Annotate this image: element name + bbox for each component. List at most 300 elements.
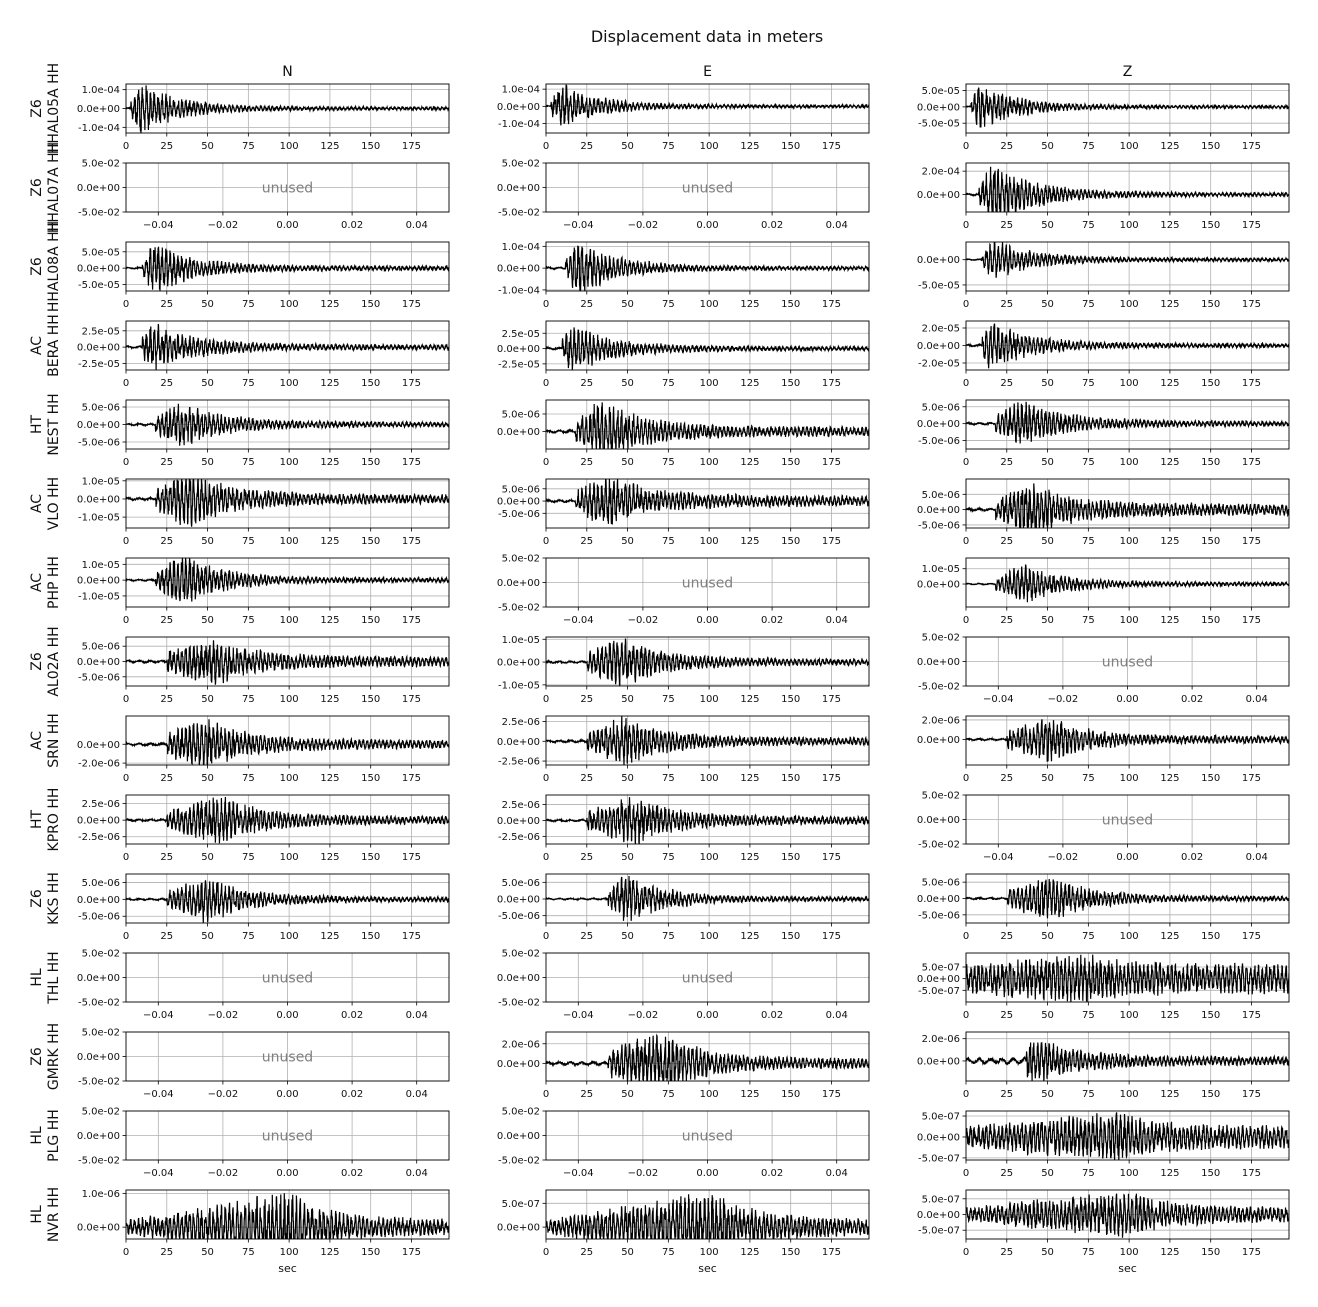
tick-label-x: −0.02 bbox=[627, 1010, 659, 1021]
tick-label-x: 125 bbox=[740, 773, 760, 784]
tick-label-x: 125 bbox=[320, 378, 340, 389]
tick-label-x: 175 bbox=[821, 457, 842, 468]
tick-label-x: 175 bbox=[821, 694, 842, 705]
row-label-station: PLG HH bbox=[46, 1109, 62, 1162]
tick-label-y: 0.0e+00 bbox=[76, 263, 120, 275]
row-label-network: AC bbox=[29, 730, 45, 751]
tick-label-x: 25 bbox=[160, 536, 174, 547]
tick-label-x: 125 bbox=[740, 536, 760, 547]
tick-label-y: 0.0e+00 bbox=[916, 657, 960, 668]
tick-label-y: 5.0e-02 bbox=[501, 158, 540, 170]
tick-label-y: -5.0e-06 bbox=[78, 672, 120, 684]
tick-label-y: 0.0e+00 bbox=[496, 344, 540, 356]
tick-label-x: 150 bbox=[361, 852, 381, 863]
tick-label-x: 75 bbox=[241, 1247, 255, 1258]
figure-title: Displacement data in meters bbox=[590, 27, 824, 46]
tick-label-x: 0.02 bbox=[340, 1168, 364, 1179]
tick-label-x: 25 bbox=[580, 141, 594, 152]
tick-label-x: 0 bbox=[122, 694, 130, 705]
tick-label-x: 175 bbox=[821, 141, 842, 152]
tick-label-x: 25 bbox=[1000, 141, 1014, 152]
tick-label-x: 150 bbox=[1201, 378, 1221, 389]
tick-label-y: 0.0e+00 bbox=[76, 575, 120, 587]
tick-label-x: 0.02 bbox=[340, 1010, 364, 1021]
tick-label-x: 125 bbox=[1160, 536, 1180, 547]
tick-label-x: 150 bbox=[361, 773, 381, 784]
tick-label-x: 175 bbox=[1241, 931, 1262, 942]
tick-label-x: 175 bbox=[821, 1247, 842, 1258]
tick-label-x: −0.04 bbox=[142, 220, 174, 231]
tick-label-x: 125 bbox=[1160, 931, 1180, 942]
tick-label-y: 0.0e+00 bbox=[76, 973, 120, 984]
tick-label-y: -2.5e-06 bbox=[498, 831, 540, 843]
tick-label-x: 50 bbox=[621, 299, 634, 310]
tick-label-x: 100 bbox=[279, 615, 299, 626]
tick-label-y: 0.0e+00 bbox=[916, 815, 960, 826]
unused-label: unused bbox=[681, 970, 734, 987]
trace-nest-hh-z bbox=[966, 402, 1289, 444]
tick-label-x: 75 bbox=[241, 299, 255, 310]
tick-label-x: 150 bbox=[781, 536, 801, 547]
tick-label-x: 75 bbox=[241, 615, 255, 626]
tick-label-y: 0.0e+00 bbox=[916, 102, 960, 114]
x-axis-label: sec bbox=[698, 1262, 717, 1275]
tick-label-x: 0.00 bbox=[696, 1168, 719, 1179]
tick-label-x: 0.04 bbox=[405, 220, 428, 231]
tick-label-y: 0.0e+00 bbox=[916, 1132, 960, 1144]
trace-kks-hh-e bbox=[546, 876, 869, 921]
tick-label-x: 0.00 bbox=[276, 1168, 299, 1179]
tick-label-x: 25 bbox=[580, 299, 594, 310]
tick-label-x: 0 bbox=[962, 457, 970, 468]
tick-label-x: 175 bbox=[401, 141, 422, 152]
tick-label-x: 150 bbox=[1201, 299, 1221, 310]
tick-label-x: 0.04 bbox=[825, 615, 848, 626]
tick-label-x: 75 bbox=[661, 931, 675, 942]
tick-label-y: 0.0e+00 bbox=[916, 735, 960, 747]
tick-label-x: 150 bbox=[781, 694, 801, 705]
trace-srn-hh-z bbox=[966, 719, 1289, 761]
unused-label: unused bbox=[261, 180, 314, 197]
tick-label-y: -5.0e-02 bbox=[78, 1155, 120, 1167]
tick-label-y: -5.0e-02 bbox=[498, 602, 540, 614]
tick-label-x: 125 bbox=[740, 378, 760, 389]
tick-label-x: 75 bbox=[241, 457, 255, 468]
trace-vlo-hh-z bbox=[966, 483, 1289, 528]
tick-label-x: 25 bbox=[160, 457, 174, 468]
tick-label-x: 0 bbox=[962, 615, 970, 626]
tick-label-x: 75 bbox=[661, 773, 675, 784]
tick-label-y: 0.0e+00 bbox=[916, 894, 960, 905]
tick-label-x: 50 bbox=[621, 931, 634, 942]
tick-label-y: 2.0e-04 bbox=[921, 166, 960, 178]
tick-label-x: 175 bbox=[1241, 1247, 1262, 1258]
tick-label-y: 0.0e+00 bbox=[76, 1222, 120, 1234]
trace-bera-hh-z bbox=[966, 324, 1289, 369]
unused-label: unused bbox=[681, 575, 734, 592]
tick-label-x: 125 bbox=[320, 141, 340, 152]
tick-label-x: 0 bbox=[542, 1247, 550, 1258]
tick-label-y: -5.0e-02 bbox=[498, 207, 540, 219]
tick-label-y: -5.0e-06 bbox=[78, 437, 120, 449]
tick-label-x: 125 bbox=[1160, 457, 1180, 468]
tick-label-x: 25 bbox=[580, 457, 594, 468]
tick-label-y: 0.0e+00 bbox=[496, 578, 540, 589]
tick-label-y: 5.0e-07 bbox=[921, 962, 960, 974]
tick-label-x: 0 bbox=[542, 773, 550, 784]
tick-label-x: 25 bbox=[580, 1089, 594, 1100]
tick-label-x: 150 bbox=[1201, 931, 1221, 942]
tick-label-x: 75 bbox=[241, 378, 255, 389]
tick-label-y: -2.0e-05 bbox=[918, 358, 960, 370]
tick-label-x: 150 bbox=[361, 615, 381, 626]
tick-label-x: 150 bbox=[781, 1247, 801, 1258]
tick-label-y: 5.0e-06 bbox=[81, 402, 120, 414]
tick-label-x: 100 bbox=[279, 536, 299, 547]
tick-label-x: −0.04 bbox=[982, 852, 1014, 863]
tick-label-x: 25 bbox=[160, 773, 174, 784]
tick-label-x: 125 bbox=[1160, 1168, 1180, 1179]
tick-label-y: -5.0e-07 bbox=[918, 985, 960, 997]
tick-label-x: 125 bbox=[320, 773, 340, 784]
tick-label-x: 0 bbox=[122, 457, 130, 468]
tick-label-x: 175 bbox=[821, 299, 842, 310]
tick-label-y: -5.0e-02 bbox=[918, 681, 960, 693]
row-label-station: BERA HH bbox=[46, 314, 62, 377]
tick-label-x: 150 bbox=[361, 299, 381, 310]
tick-label-x: 175 bbox=[821, 536, 842, 547]
trace-vlo-hh-e bbox=[546, 479, 869, 525]
tick-label-x: 75 bbox=[241, 931, 255, 942]
tick-label-y: 0.0e+00 bbox=[76, 815, 120, 827]
tick-label-x: 50 bbox=[1041, 378, 1054, 389]
tick-label-x: 150 bbox=[781, 773, 801, 784]
column-title-z: Z bbox=[1122, 64, 1133, 80]
tick-label-x: 0.00 bbox=[276, 1089, 299, 1100]
row-label-station: THL HH bbox=[46, 951, 62, 1004]
tick-label-x: 0.04 bbox=[825, 1168, 848, 1179]
tick-label-x: 75 bbox=[241, 773, 255, 784]
tick-label-y: 0.0e+00 bbox=[916, 579, 960, 591]
row-label-station: AL02A HH bbox=[46, 626, 62, 697]
tick-label-y: 5.0e-07 bbox=[921, 1111, 960, 1123]
tick-label-x: 125 bbox=[320, 931, 340, 942]
tick-label-x: 100 bbox=[279, 299, 299, 310]
row-label-network: Z6 bbox=[29, 1047, 45, 1066]
tick-label-x: 100 bbox=[699, 694, 719, 705]
tick-label-x: 100 bbox=[279, 773, 299, 784]
tick-label-x: 100 bbox=[1119, 615, 1139, 626]
tick-label-y: 0.0e+00 bbox=[76, 657, 120, 668]
tick-label-x: 100 bbox=[1119, 1010, 1139, 1021]
tick-label-x: 125 bbox=[740, 852, 760, 863]
tick-label-y: -1.0e-04 bbox=[498, 119, 540, 131]
tick-label-y: 0.0e+00 bbox=[496, 1222, 540, 1234]
tick-label-x: 75 bbox=[661, 141, 675, 152]
tick-label-x: 50 bbox=[1041, 457, 1054, 468]
tick-label-x: 25 bbox=[1000, 299, 1014, 310]
tick-label-x: 50 bbox=[201, 1247, 214, 1258]
tick-label-x: 125 bbox=[740, 694, 760, 705]
tick-label-x: 100 bbox=[279, 457, 299, 468]
row-label-station: NVR HH bbox=[46, 1186, 62, 1243]
tick-label-x: 25 bbox=[580, 773, 594, 784]
tick-label-y: 1.0e-05 bbox=[81, 559, 120, 571]
tick-label-x: 25 bbox=[1000, 773, 1014, 784]
tick-label-y: 0.0e+00 bbox=[496, 894, 540, 906]
tick-label-x: −0.02 bbox=[627, 220, 659, 231]
tick-label-x: 0.04 bbox=[405, 1089, 428, 1100]
row-label-network: HL bbox=[29, 1205, 45, 1224]
tick-label-y: -1.0e-04 bbox=[78, 122, 120, 134]
tick-label-x: 50 bbox=[201, 773, 214, 784]
tick-label-y: 0.0e+00 bbox=[76, 739, 120, 751]
tick-label-y: -5.0e-06 bbox=[498, 911, 540, 923]
tick-label-x: −0.04 bbox=[142, 1089, 174, 1100]
tick-label-x: 0.00 bbox=[276, 220, 299, 231]
unused-label: unused bbox=[1101, 654, 1154, 671]
tick-label-x: 125 bbox=[740, 141, 760, 152]
tick-label-x: 75 bbox=[1081, 1089, 1095, 1100]
tick-label-x: 125 bbox=[1160, 773, 1180, 784]
tick-label-y: -1.0e-05 bbox=[78, 591, 120, 603]
tick-label-x: 150 bbox=[1201, 141, 1221, 152]
tick-label-x: 25 bbox=[1000, 931, 1014, 942]
unused-label: unused bbox=[1101, 812, 1154, 829]
column-title-e: E bbox=[703, 64, 712, 80]
tick-label-y: 5.0e-07 bbox=[921, 1194, 960, 1206]
tick-label-x: 125 bbox=[740, 931, 760, 942]
tick-label-x: 0.02 bbox=[340, 1089, 364, 1100]
tick-label-x: −0.02 bbox=[1047, 852, 1079, 863]
tick-label-x: 25 bbox=[580, 852, 594, 863]
trace-srn-hh-e bbox=[546, 716, 869, 765]
row-label-station: GMRK HH bbox=[46, 1022, 62, 1091]
tick-label-y: 5.0e-06 bbox=[81, 641, 120, 653]
trace-nvr-hh-e bbox=[546, 1194, 869, 1239]
tick-label-y: 2.0e-06 bbox=[921, 715, 960, 727]
tick-label-y: 0.0e+00 bbox=[76, 104, 120, 115]
tick-label-x: 175 bbox=[1241, 220, 1262, 231]
tick-label-x: 100 bbox=[1119, 299, 1139, 310]
column-title-n: N bbox=[282, 64, 293, 80]
row-label-network: Z6 bbox=[29, 652, 45, 671]
tick-label-x: −0.04 bbox=[562, 220, 594, 231]
trace-srn-hh-n bbox=[126, 719, 449, 765]
tick-label-x: 150 bbox=[1201, 615, 1221, 626]
tick-label-x: −0.04 bbox=[562, 615, 594, 626]
tick-label-x: 25 bbox=[160, 378, 174, 389]
tick-label-y: 0.0e+00 bbox=[916, 419, 960, 431]
tick-label-x: 50 bbox=[201, 852, 214, 863]
row-label-network: AC bbox=[29, 572, 45, 593]
tick-label-y: 0.0e+00 bbox=[496, 1058, 540, 1070]
tick-label-x: 50 bbox=[201, 141, 214, 152]
tick-label-x: 0 bbox=[122, 378, 130, 389]
tick-label-y: 0.0e+00 bbox=[916, 1210, 960, 1221]
tick-label-y: 0.0e+00 bbox=[76, 342, 120, 354]
row-label-station: SRN HH bbox=[46, 713, 62, 768]
tick-label-x: 50 bbox=[1041, 220, 1054, 231]
tick-label-x: 50 bbox=[621, 1089, 634, 1100]
tick-label-y: 5.0e-06 bbox=[501, 877, 540, 889]
tick-label-x: 150 bbox=[781, 1089, 801, 1100]
trace-kks-hh-z bbox=[966, 879, 1289, 918]
tick-label-x: 50 bbox=[1041, 1168, 1054, 1179]
tick-label-x: 75 bbox=[661, 694, 675, 705]
tick-label-x: 175 bbox=[1241, 378, 1262, 389]
tick-label-x: 25 bbox=[1000, 1247, 1014, 1258]
tick-label-x: 0 bbox=[962, 141, 970, 152]
tick-label-x: −0.04 bbox=[562, 1010, 594, 1021]
tick-label-x: 150 bbox=[781, 457, 801, 468]
tick-label-y: 0.0e+00 bbox=[916, 1056, 960, 1068]
tick-label-x: 0 bbox=[962, 299, 970, 310]
trace-vlo-hh-n bbox=[126, 479, 449, 527]
tick-label-x: 0 bbox=[962, 1247, 970, 1258]
tick-label-y: -5.0e-07 bbox=[918, 1153, 960, 1165]
tick-label-x: 25 bbox=[1000, 536, 1014, 547]
tick-label-x: 50 bbox=[1041, 141, 1054, 152]
tick-label-x: 125 bbox=[1160, 615, 1180, 626]
tick-label-x: 50 bbox=[201, 378, 214, 389]
tick-label-y: 5.0e-06 bbox=[921, 489, 960, 501]
tick-label-y: 0.0e+00 bbox=[916, 341, 960, 352]
tick-label-x: 0 bbox=[542, 694, 550, 705]
tick-label-x: −0.02 bbox=[207, 1089, 239, 1100]
tick-label-y: -5.0e-02 bbox=[498, 1155, 540, 1167]
tick-label-x: 150 bbox=[361, 378, 381, 389]
tick-label-y: 1.0e-06 bbox=[81, 1188, 120, 1200]
tick-label-y: -5.0e-06 bbox=[918, 910, 960, 922]
trace-plg-hh-z bbox=[966, 1112, 1289, 1160]
tick-label-x: −0.02 bbox=[207, 220, 239, 231]
tick-label-x: 175 bbox=[401, 852, 422, 863]
tick-label-x: 75 bbox=[1081, 615, 1095, 626]
tick-label-x: 150 bbox=[781, 852, 801, 863]
tick-label-x: 75 bbox=[661, 299, 675, 310]
tick-label-x: 50 bbox=[201, 299, 214, 310]
tick-label-x: 0.02 bbox=[1180, 694, 1204, 705]
tick-label-x: 25 bbox=[580, 378, 594, 389]
tick-label-y: 0.0e+00 bbox=[916, 974, 960, 986]
row-label-network: HT bbox=[29, 414, 45, 435]
row-label-station: NEST HH bbox=[46, 393, 62, 456]
tick-label-x: 125 bbox=[740, 1247, 760, 1258]
tick-label-x: 75 bbox=[1081, 1010, 1095, 1021]
trace-gmrk-hh-z bbox=[966, 1042, 1289, 1081]
trace-hhal08a-hh-n bbox=[126, 247, 449, 291]
tick-label-y: 2.0e-06 bbox=[921, 1034, 960, 1046]
tick-label-x: 125 bbox=[1160, 378, 1180, 389]
x-axis-label: sec bbox=[1118, 1262, 1137, 1275]
tick-label-x: 0 bbox=[962, 773, 970, 784]
tick-label-x: 50 bbox=[1041, 536, 1054, 547]
row-label-station: KPRO HH bbox=[46, 787, 62, 852]
tick-label-x: 100 bbox=[279, 141, 299, 152]
tick-label-x: 25 bbox=[1000, 615, 1014, 626]
tick-label-y: 1.0e-05 bbox=[81, 476, 120, 488]
tick-label-x: 100 bbox=[699, 852, 719, 863]
tick-label-x: 100 bbox=[279, 852, 299, 863]
tick-label-x: 50 bbox=[201, 615, 214, 626]
tick-label-x: 75 bbox=[1081, 220, 1095, 231]
tick-label-x: 100 bbox=[699, 931, 719, 942]
tick-label-x: 125 bbox=[1160, 1010, 1180, 1021]
tick-label-x: 125 bbox=[320, 457, 340, 468]
tick-label-x: 150 bbox=[361, 1247, 381, 1258]
tick-label-y: -5.0e-02 bbox=[78, 1076, 120, 1088]
tick-label-x: 0.04 bbox=[1245, 852, 1268, 863]
tick-label-x: 0.02 bbox=[760, 1168, 784, 1179]
tick-label-x: 0 bbox=[542, 457, 550, 468]
tick-label-x: 125 bbox=[1160, 299, 1180, 310]
tick-label-x: 75 bbox=[1081, 1247, 1095, 1258]
tick-label-y: 0.0e+00 bbox=[916, 505, 960, 517]
tick-label-x: 0 bbox=[542, 299, 550, 310]
tick-label-x: 75 bbox=[241, 536, 255, 547]
tick-label-x: 50 bbox=[1041, 1247, 1054, 1258]
tick-label-y: 5.0e-05 bbox=[921, 86, 960, 98]
tick-label-x: 100 bbox=[279, 1247, 299, 1258]
unused-label: unused bbox=[681, 1128, 734, 1145]
tick-label-x: 100 bbox=[699, 773, 719, 784]
tick-label-y: -2.5e-05 bbox=[498, 359, 540, 371]
tick-label-x: 50 bbox=[1041, 299, 1054, 310]
tick-label-y: -5.0e-05 bbox=[918, 280, 960, 292]
row-label-station: HHAL07A HH bbox=[46, 141, 62, 234]
tick-label-x: 25 bbox=[160, 141, 174, 152]
tick-label-y: 0.0e+00 bbox=[496, 736, 540, 748]
tick-label-x: 150 bbox=[361, 457, 381, 468]
tick-label-x: 0 bbox=[122, 299, 130, 310]
tick-label-x: 0.00 bbox=[1116, 694, 1139, 705]
tick-label-x: 0 bbox=[122, 773, 130, 784]
tick-label-x: 75 bbox=[241, 141, 255, 152]
tick-label-y: -5.0e-02 bbox=[498, 997, 540, 1009]
tick-label-x: 0 bbox=[122, 852, 130, 863]
tick-label-y: -2.5e-06 bbox=[78, 832, 120, 844]
trace-kpro-hh-e bbox=[546, 797, 869, 844]
tick-label-y: 5.0e-06 bbox=[501, 484, 540, 496]
tick-label-x: 0 bbox=[122, 141, 130, 152]
tick-label-y: -5.0e-02 bbox=[78, 997, 120, 1009]
tick-label-x: 0 bbox=[122, 1247, 130, 1258]
tick-label-y: 0.0e+00 bbox=[916, 255, 960, 267]
tick-label-y: 0.0e+00 bbox=[496, 183, 540, 194]
tick-label-x: 100 bbox=[1119, 220, 1139, 231]
tick-label-x: 150 bbox=[1201, 220, 1221, 231]
tick-label-x: 25 bbox=[160, 299, 174, 310]
tick-label-x: 150 bbox=[1201, 457, 1221, 468]
tick-label-y: 0.0e+00 bbox=[496, 263, 540, 275]
tick-label-x: 150 bbox=[781, 141, 801, 152]
unused-label: unused bbox=[261, 970, 314, 987]
tick-label-x: 150 bbox=[361, 931, 381, 942]
tick-label-y: -5.0e-07 bbox=[918, 1225, 960, 1237]
tick-label-x: 175 bbox=[401, 457, 422, 468]
tick-label-x: 50 bbox=[621, 536, 634, 547]
tick-label-x: 25 bbox=[580, 931, 594, 942]
tick-label-y: 0.0e+00 bbox=[496, 973, 540, 984]
tick-label-y: 2.0e-05 bbox=[921, 323, 960, 335]
tick-label-x: 175 bbox=[401, 694, 422, 705]
tick-label-x: 75 bbox=[661, 1247, 675, 1258]
tick-label-x: 175 bbox=[1241, 1089, 1262, 1100]
tick-label-x: 50 bbox=[621, 694, 634, 705]
tick-label-y: 0.0e+00 bbox=[76, 1052, 120, 1063]
trace-hhal08a-hh-z bbox=[966, 242, 1289, 278]
